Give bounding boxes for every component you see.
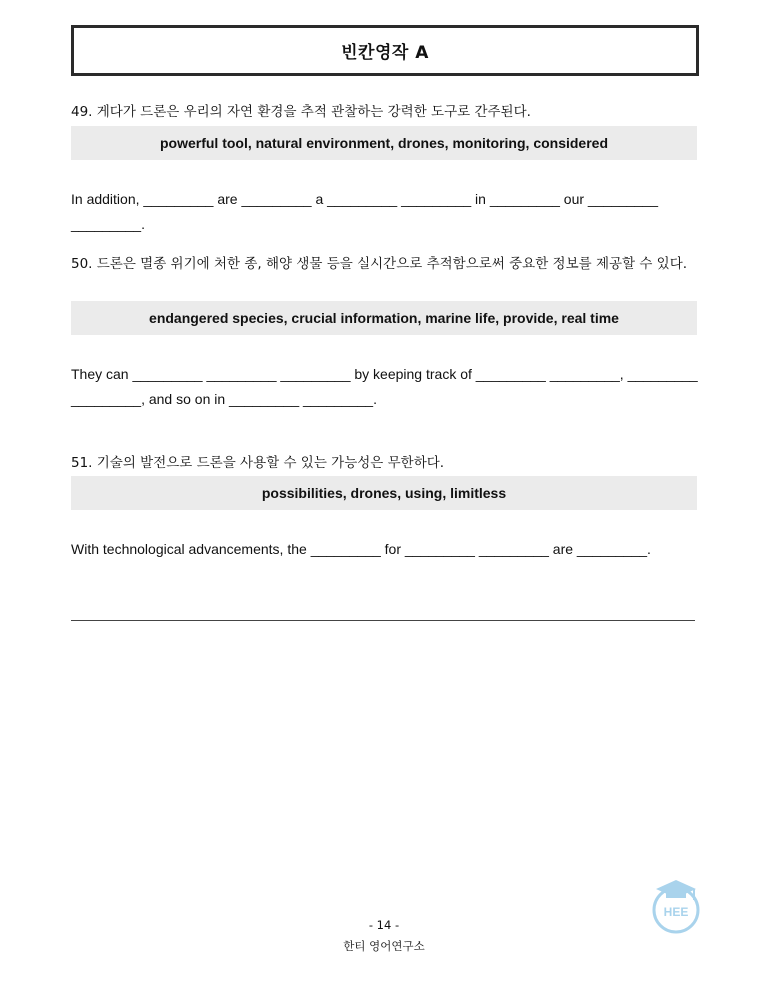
logo-text: HEE: [663, 905, 689, 919]
question-50-prompt: 50. 드론은 멸종 위기에 처한 종, 해양 생물 등을 실시간으로 추적함으로써 중요한 정보를 제공할 수 있다.: [71, 256, 688, 272]
question-49-sentence: In addition, _________ are _________ a _________ _________ in _________ our _________ _________.: [71, 191, 662, 232]
question-50-hint: endangered species, crucial information, marine life, provide, real time: [71, 301, 697, 335]
hee-logo: [648, 876, 704, 936]
question-49-prompt: 49. 게다가 드론은 우리의 자연 환경을 추적 관찰하는 강력한 도구로 간주된다.: [71, 104, 531, 120]
graduation-cap-logo-icon: [648, 876, 704, 936]
page-number: - 14 -: [368, 918, 400, 932]
page-title: 빈칸영작 A: [71, 25, 699, 76]
question-50-sentence: They can _________ _________ _________ by keeping track of _________ _________, _________ _________, and so on in _________ _________.: [71, 366, 702, 407]
question-51-prompt: 51. 기술의 발전으로 드론을 사용할 수 있는 가능성은 무한하다.: [71, 455, 445, 471]
divider-line: [71, 620, 695, 621]
publisher-name: 한티 영어연구소: [343, 939, 425, 953]
question-51-hint: possibilities, drones, using, limitless: [71, 476, 697, 510]
question-49-hint: powerful tool, natural environment, drones, monitoring, considered: [71, 126, 697, 160]
question-51-sentence: With technological advancements, the _________ for _________ _________ are _________.: [71, 541, 651, 557]
